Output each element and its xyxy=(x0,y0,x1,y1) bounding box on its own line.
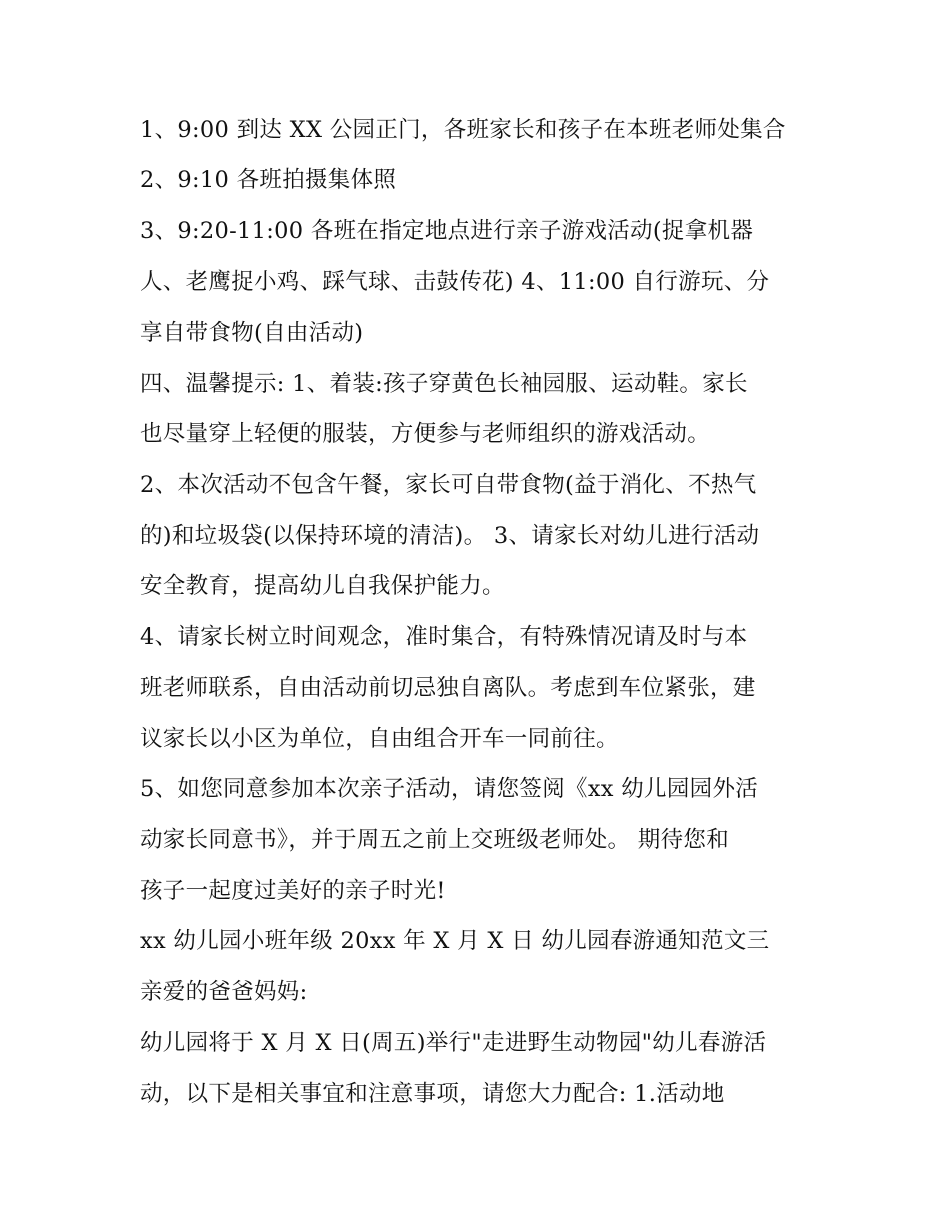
text-line: 2、9:10 各班拍摄集体照 xyxy=(140,167,397,193)
text-line: 也尽量穿上轻便的服装，方便参与老师组织的游戏活动。 xyxy=(140,421,711,447)
text-line: xx 幼儿园小班年级 20xx 年 X 月 X 日 幼儿园春游通知范文三 xyxy=(140,928,770,954)
text-line: 议家长以小区为单位，自由组合开车一同前往。 xyxy=(140,726,619,752)
text-line: 2、本次活动不包含午餐，家长可自带食物(益于消化、不热气 xyxy=(140,472,757,498)
text-line: 5、如您同意参加本次亲子活动，请您签阅《xx 幼儿园园外活 xyxy=(140,776,759,802)
text-line: 人、老鹰捉小鸡、踩气球、击鼓传花) 4、11:00 自行游玩、分 xyxy=(140,269,770,295)
text-line: 动家长同意书》，并于周五之前上交班级老师处。 期待您和 xyxy=(140,827,730,853)
text-line: 的)和垃圾袋(以保持环境的清洁)。 3、请家长对幼儿进行活动 xyxy=(140,523,760,549)
text-line: 安全教育，提高幼儿自我保护能力。 xyxy=(140,573,505,599)
text-line: 孩子一起度过美好的亲子时光! xyxy=(140,878,446,904)
text-line: 亲爱的爸爸妈妈: xyxy=(140,979,308,1005)
text-line: 动，以下是相关事宜和注意事项，请您大力配合: 1.活动地 xyxy=(140,1081,725,1107)
text-line: 四、温馨提示: 1、着装:孩子穿黄色长袖园服、运动鞋。家长 xyxy=(140,371,748,397)
text-line: 幼儿园将于 X 月 X 日(周五)举行"走进野生动物园"幼儿春游活 xyxy=(140,1030,767,1056)
text-line: 3、9:20-11:00 各班在指定地点进行亲子游戏活动(捉拿机器 xyxy=(140,218,754,244)
text-line: 4、请家长树立时间观念，准时集合，有特殊情况请及时与本 xyxy=(140,624,748,650)
text-line: 1、9:00 到达 XX 公园正门，各班家长和孩子在本班老师处集合 xyxy=(140,117,786,143)
text-line: 享自带食物(自由活动) xyxy=(140,320,364,346)
text-line: 班老师联系，自由活动前切忌独自离队。考虑到车位紧张，建 xyxy=(140,675,756,701)
